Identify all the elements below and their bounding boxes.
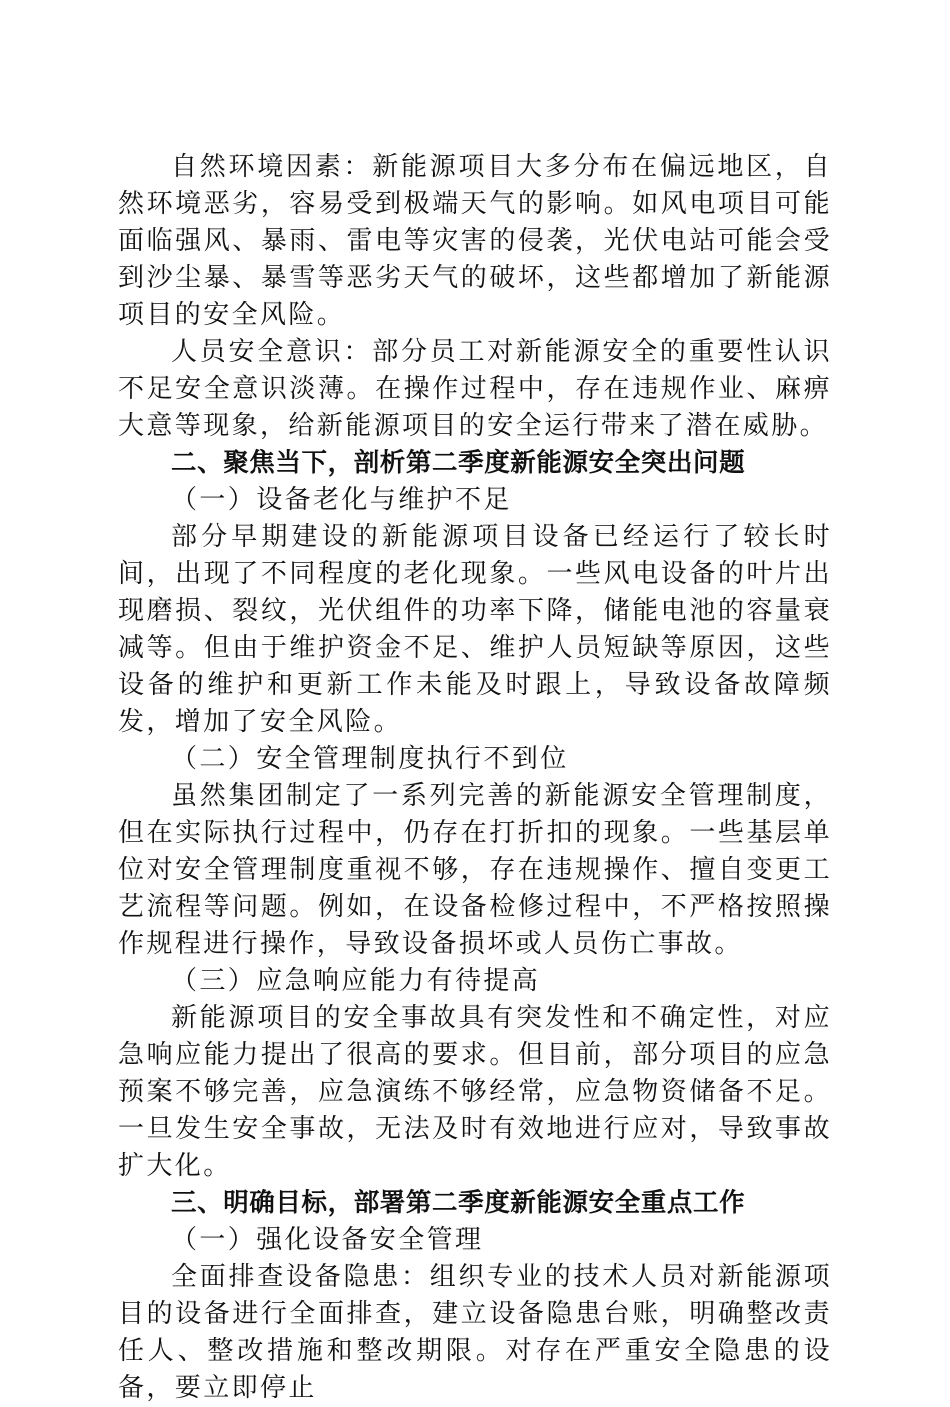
paragraph-natural-environment: 自然环境因素：新能源项目大多分布在偏远地区，自然环境恶劣，容易受到极端天气的影响。如风电项目可能面临强风、暴雨、雷电等灾害的侵袭，光伏电站可能会受到沙尘暴、暴雪等恶劣天气的破坏，这些都增加了新能源项目的安全风险。 (118, 152, 832, 330)
section-heading-2: 二、聚焦当下，剖析第二季度新能源安全突出问题 (171, 448, 746, 478)
paragraph-staff-safety-awareness: 人员安全意识：部分员工对新能源安全的重要性认识不足安全意识淡薄。在操作过程中，存在违规作业、麻痹大意等现象，给新能源项目的安全运行带来了潜在威胁。 (118, 337, 832, 441)
paragraph-management-system: 虽然集团制定了一系列完善的新能源安全管理制度，但在实际执行过程中，仍存在打折扣的现象。一些基层单位对安全管理制度重视不够，存在违规操作、擅自变更工艺流程等问题。例如，在设备检修过程中，不严格按照操作规程进行操作，导致设备损坏或人员伤亡事故。 (118, 781, 832, 959)
section-heading-3: 三、明确目标，部署第二季度新能源安全重点工作 (171, 1188, 746, 1218)
paragraph-equipment-aging: 部分早期建设的新能源项目设备已经运行了较长时间，出现了不同程度的老化现象。一些风电设备的叶片出现磨损、裂纹，光伏组件的功率下降，储能电池的容量衰减等。但由于维护资金不足、维护人员短缺等原因，这些设备的维护和更新工作未能及时跟上，导致设备故障频发，增加了安全风险。 (118, 522, 832, 737)
subheading-management-system: （二）安全管理制度执行不到位 (171, 744, 569, 774)
paragraph-emergency-response: 新能源项目的安全事故具有突发性和不确定性，对应急响应能力提出了很高的要求。但目前，部分项目的应急预案不够完善，应急演练不够经常，应急物资储备不足。一旦发生安全事故，无法及时有效地进行应对，导致事故扩大化。 (118, 1003, 832, 1181)
paragraph-hazard-inspection: 全面排查设备隐患：组织专业的技术人员对新能源项目的设备进行全面排查，建立设备隐患台账，明确整改责任人、整改措施和整改期限。对存在严重安全隐患的设备，要立即停止 (118, 1262, 832, 1403)
document-body (118, 149, 832, 1407)
subheading-emergency-response: （三）应急响应能力有待提高 (171, 966, 541, 996)
subheading-equipment-aging: （一）设备老化与维护不足 (171, 485, 512, 515)
subheading-equipment-safety: （一）强化设备安全管理 (171, 1225, 484, 1255)
